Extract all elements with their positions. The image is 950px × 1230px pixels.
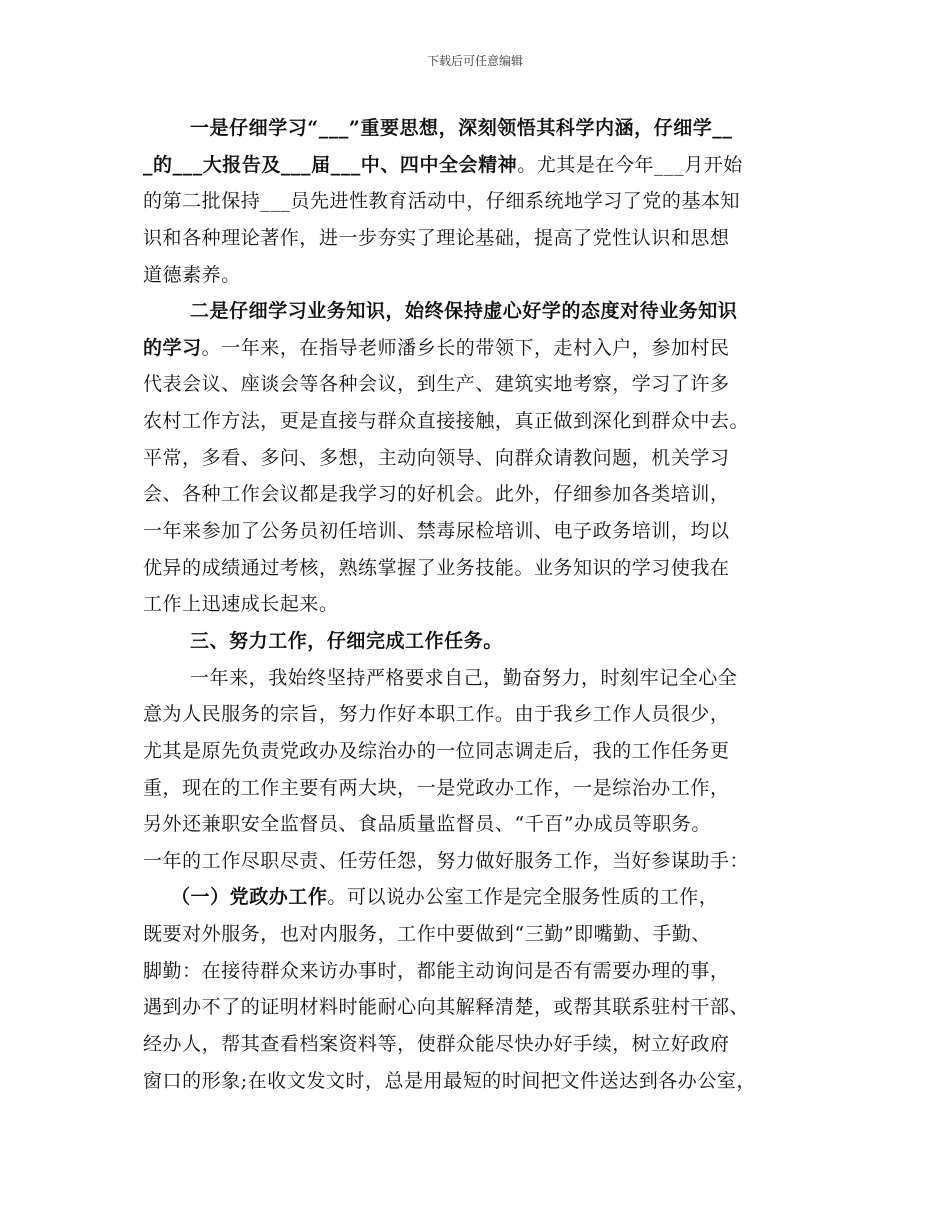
text-segment: 会、各种工作会议都是我学习的好机会。此外，仔细参加各类培训， (143, 483, 730, 506)
text-segment: 经办人，帮其查看档案资料等，使群众能尽快办好手续，树立好政府 (143, 1033, 730, 1056)
text-segment: 尤其是原先负责党政办及综治办的一位同志调走后，我的工作任务更 (143, 739, 730, 762)
bold-text-segment: _的___大报告及___届___中、四中全会精神 (143, 153, 518, 176)
text-line (143, 879, 823, 916)
bold-text-segment: 一是仔细学习“___”重要思想，深刻领悟其科学内涵，仔细学__ (190, 117, 733, 139)
bold-text-segment: 二是仔细学习业务知识，始终保持虚心好学的态度对待业务知识 (190, 300, 738, 323)
text-segment: 一年来，我始终坚持严格要求自己，勤奋努力，时刻牢记全心全 (190, 666, 738, 689)
text-line (143, 403, 823, 440)
text-line (143, 586, 823, 623)
text-segment: 优异的成绩通过考核，熟练掌握了业务技能。业务知识的学习使我在 (143, 556, 730, 579)
text-line (143, 220, 823, 257)
text-line (143, 1063, 823, 1100)
text-line (143, 843, 823, 880)
text-segment: 窗口的形象;在收文发文时，总是用最短的时间把文件送达到各办公室， (143, 1069, 757, 1092)
bold-text-segment: 三、努力工作，仔细完成工作任务。 (190, 629, 503, 652)
text-segment: 意为人民服务的宗旨，努力作好本职工作。由于我乡工作人员很少， (143, 703, 730, 726)
text-line (143, 183, 823, 220)
text-segment: 遇到办不了的证明材料时能耐心向其解释清楚，或帮其联系驻村干部、 (143, 996, 750, 1019)
text-line (143, 989, 823, 1026)
text-line (143, 1026, 823, 1063)
text-segment: 重，现在的工作主要有两大块，一是党政办工作，一是综治办工作， (143, 776, 730, 799)
text-segment: 的第二批保持___员先进性教育活动中，仔细系统地学习了党的基本知 (143, 190, 741, 213)
text-line (143, 330, 823, 367)
text-line (143, 806, 823, 843)
text-segment: 一年的工作尽职尽责、任劳任怨，努力做好服务工作，当好参谋助手： (143, 849, 750, 872)
text-line (143, 623, 823, 660)
text-segment: 另外还兼职安全监督员、食品质量监督员、“千百”办成员等职务。 (143, 813, 711, 836)
text-line (143, 660, 823, 697)
text-segment: 一年来参加了公务员初任培训、禁毒尿检培训、电子政务培训，均以 (143, 520, 730, 543)
bold-text-segment: （一）党政办工作 (171, 886, 328, 909)
text-segment: 工作上迅速成长起来。 (143, 593, 339, 616)
text-segment: 既要对外服务，也对内服务，工作中要做到“三勤”即嘴勤、手勤、 (143, 923, 711, 946)
text-segment: 脚勤：在接待群众来访办事时，都能主动询问是否有需要办理的事， (143, 959, 730, 982)
text-line (143, 916, 823, 953)
text-segment: 平常，多看、多问、多想，主动向领导、向群众请教问题，机关学习 (143, 446, 730, 469)
text-line (143, 293, 823, 330)
text-segment: 。一年来，在指导老师潘乡长的带领下，走村入户，参加村民 (201, 336, 730, 359)
document-body (143, 110, 823, 1099)
text-line (143, 476, 823, 513)
bold-text-segment: 的学习 (143, 336, 202, 359)
text-segment: 代表会议、座谈会等各种会议，到生产、建筑实地考察，学习了许多 (143, 373, 730, 396)
text-line (143, 147, 823, 184)
text-segment: 。尤其是在今年___月开始 (517, 153, 743, 176)
text-line (143, 770, 823, 807)
text-line (143, 550, 823, 587)
text-line (143, 366, 823, 403)
text-segment: 识和各种理论著作，进一步夯实了理论基础，提高了党性认识和思想 (143, 226, 730, 249)
text-line (143, 733, 823, 770)
text-line (143, 257, 823, 294)
text-line (143, 953, 823, 990)
text-segment: 农村工作方法，更是直接与群众直接接触，真正做到深化到群众中去。 (143, 410, 750, 433)
text-line (143, 110, 823, 147)
text-segment: 。可以说办公室工作是完全服务性质的工作， (327, 886, 719, 909)
text-line (143, 696, 823, 733)
text-segment: 道德素养。 (143, 263, 241, 286)
text-line (143, 513, 823, 550)
text-line (143, 440, 823, 477)
page-header-note: 下载后可任意编辑 (426, 54, 523, 68)
